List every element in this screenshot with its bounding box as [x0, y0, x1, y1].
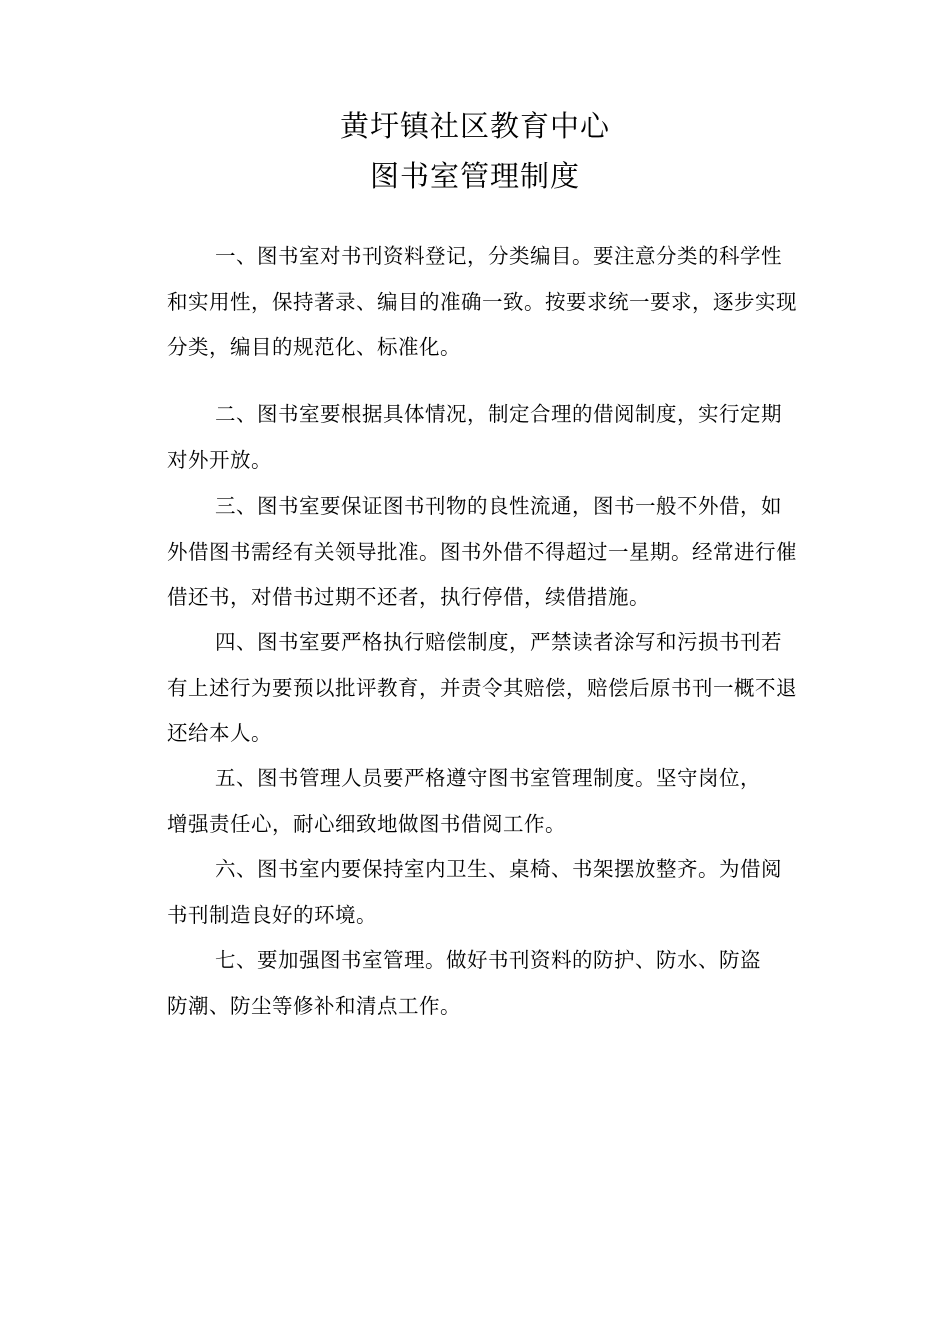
clause-2-borrowing-system: [167, 392, 857, 483]
clause-4-compensation: [167, 620, 857, 757]
clause-line: 借还书，对借书过期不还者，执行停借，续借措施。: [167, 585, 650, 609]
clause-line: 三、图书室要保证图书刊物的良性流通，图书一般不外借，如: [215, 494, 782, 518]
clause-line: 四、图书室要严格执行赔偿制度，严禁读者涂写和污损书刊若: [215, 630, 782, 654]
clause-5-staff-duties: [167, 756, 857, 847]
clause-line: 和实用性，保持著录、编目的准确一致。按要求统一要求，逐步实现: [167, 289, 797, 314]
clause-line: 对外开放。: [167, 447, 272, 472]
clause-line: 防潮、防尘等修补和清点工作。: [167, 993, 461, 1018]
clause-line: 还给本人。: [167, 721, 272, 745]
clause-6-environment: [167, 847, 857, 938]
document-title-organization: 黄圩镇社区教育中心: [339, 109, 610, 143]
clause-line: 分类，编目的规范化、标准化。: [167, 335, 461, 359]
clause-line: 二、图书室要根据具体情况，制定合理的借阅制度，实行定期: [215, 402, 782, 426]
clause-line: 有上述行为要预以批评教育，并责令其赔偿，赔偿后原书刊一概不退: [167, 675, 797, 700]
clause-3-circulation: [167, 484, 857, 621]
clause-line: 五、图书管理人员要严格遵守图书室管理制度。坚守岗位，: [215, 766, 761, 790]
clause-line: 外借图书需经有关领导批准。图书外借不得超过一星期。经常进行催: [167, 539, 797, 564]
document-title-regulation: 图书室管理制度: [369, 159, 580, 193]
clause-line: 增强责任心，耐心细致地做图书借阅工作。: [167, 811, 566, 836]
clause-1-cataloging: [167, 234, 857, 371]
clause-line: 书刊制造良好的环境。: [167, 902, 377, 927]
clause-line: 六、图书室内要保持室内卫生、桌椅、书架摆放整齐。为借阅: [215, 857, 782, 881]
clause-7-protection: [167, 938, 857, 1029]
clause-line: 一、图书室对书刊资料登记，分类编目。要注意分类的科学性: [215, 244, 782, 268]
clause-line: 七、要加强图书室管理。做好书刊资料的防护、防水、防盗: [215, 948, 761, 972]
